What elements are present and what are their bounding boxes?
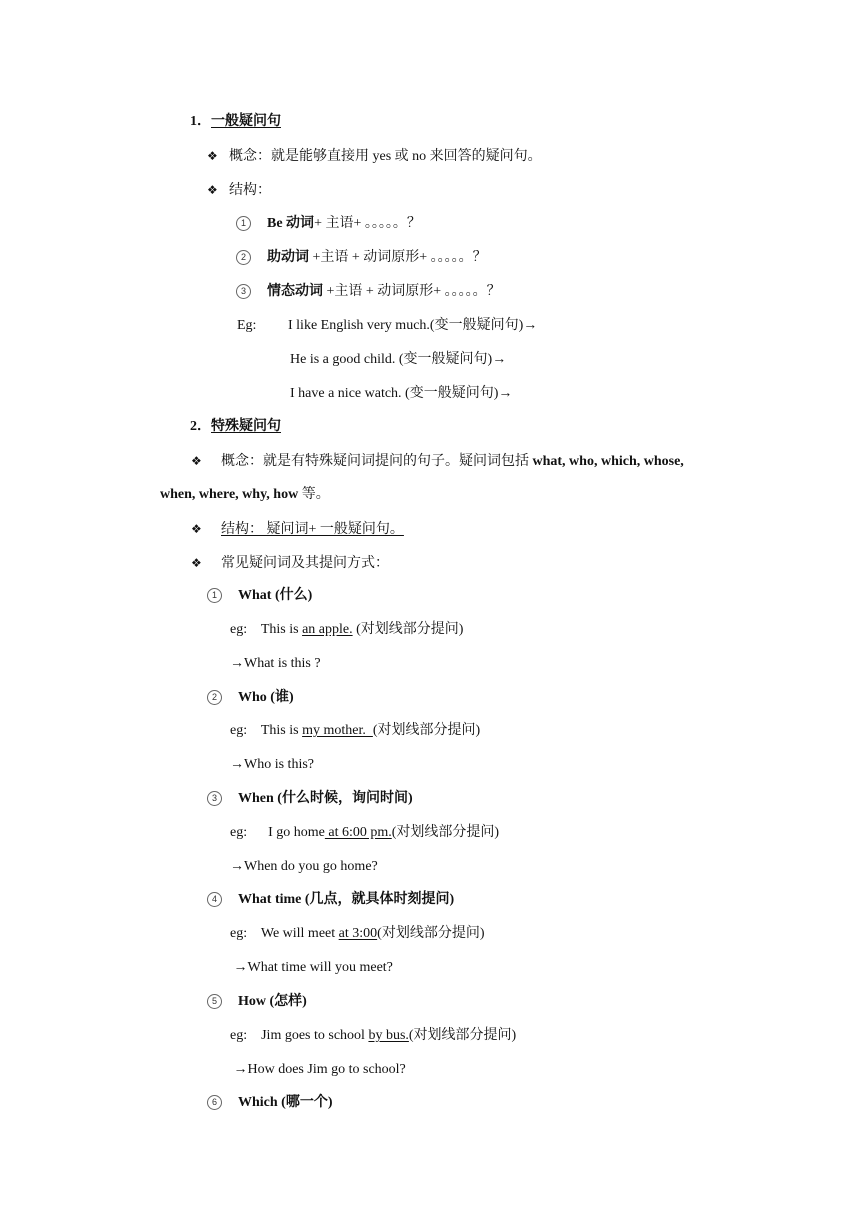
section-1-heading [190, 113, 281, 131]
section-title: 特殊疑问句 [211, 419, 281, 434]
question-word: What time (几点，就具体时刻提问) [238, 892, 455, 907]
question-word: How (怎样) [238, 994, 307, 1009]
structure-item-bold: 助动词 [267, 250, 309, 265]
circled-number-icon: 2 [236, 250, 251, 265]
underlined-part: by bus. [368, 1028, 409, 1043]
example-text: eg: I go home [230, 825, 325, 840]
structure-text: 结构： 疑问词+ 一般疑问句。 [221, 522, 404, 537]
structure-item-rest: +主语 + 动词原形+ 。。。。。？ [323, 284, 501, 299]
question-word-heading [207, 790, 413, 808]
question-word: When (什么时候，询问时间) [238, 791, 413, 806]
structure-label-line [207, 181, 271, 200]
example-instruction: (对划线部分提问) [372, 723, 481, 738]
example-text: eg: This is [230, 723, 303, 738]
question-word-heading [207, 587, 312, 605]
example-sentence: I like English very much.(变一般疑问句)→ [288, 318, 538, 333]
answer-line: →How does Jim go to school? [230, 1062, 406, 1077]
underlined-part: my mother. [302, 723, 373, 738]
question-word: Which (哪一个) [238, 1095, 333, 1110]
concept-text: 概念：就是有特殊疑问词提问的句子。疑问词包括 [221, 454, 533, 469]
diamond-bullet-icon: ❖ [191, 556, 202, 570]
section-number: 2． [190, 419, 211, 434]
structure-item-rest: + 主语+ 。。。。。？ [314, 216, 421, 231]
example-line [230, 1027, 516, 1045]
underlined-part: an apple. [302, 622, 353, 637]
question-word-heading [207, 993, 307, 1011]
concept-text: 等。 [298, 487, 330, 502]
concept-line [191, 452, 684, 471]
structure-line [191, 520, 404, 539]
circled-number-icon: 1 [207, 588, 222, 603]
question-word-heading [207, 891, 454, 909]
example-sentence: I have a nice watch. (变一般疑问句)→ [290, 386, 513, 401]
example-line [237, 317, 256, 335]
underlined-part: at 3:00 [338, 926, 378, 941]
structure-item-bold: 情态动词 [267, 284, 323, 299]
question-word-heading [207, 689, 294, 707]
common-words-text: 常见疑问词及其提问方式： [221, 556, 389, 571]
example-text: eg: This is [230, 622, 303, 637]
circled-number-icon: 1 [236, 216, 251, 231]
example-instruction: (对划线部分提问) [352, 622, 464, 637]
concept-line [207, 147, 542, 166]
structure-item-rest: +主语 + 动词原形+ 。。。。。？ [309, 250, 487, 265]
example-instruction: (对划线部分提问) [391, 825, 500, 840]
section-2-heading [190, 418, 281, 436]
answer-line: →What is this ? [230, 656, 321, 671]
example-instruction: (对划线部分提问) [408, 1028, 517, 1043]
section-number: 1． [190, 114, 211, 129]
example-line [230, 722, 480, 740]
circled-number-icon: 5 [207, 994, 222, 1009]
common-words-line [191, 554, 389, 573]
example-instruction: (对划线部分提问) [377, 926, 485, 941]
structure-item [236, 283, 501, 301]
question-word: Who (谁) [238, 690, 294, 705]
example-line [230, 824, 499, 842]
circled-number-icon: 6 [207, 1095, 222, 1110]
answer-line: →What time will you meet? [230, 960, 393, 975]
question-word: What (什么) [238, 588, 313, 603]
concept-continuation [160, 486, 330, 504]
answer-line: →Who is this? [230, 757, 314, 772]
diamond-bullet-icon: ❖ [191, 522, 202, 536]
concept-keywords: what, who, which, whose, [532, 454, 684, 469]
diamond-bullet-icon: ❖ [191, 454, 202, 468]
structure-item [236, 249, 487, 267]
example-sentence: He is a good child. (变一般疑问句)→ [290, 352, 507, 367]
underlined-part: at 6:00 pm. [324, 825, 392, 840]
circled-number-icon: 3 [236, 284, 251, 299]
example-line [230, 925, 484, 943]
question-word-heading [207, 1094, 333, 1112]
answer-line: →When do you go home? [230, 859, 378, 874]
concept-text: 概念：就是能够直接用 yes 或 no 来回答的疑问句。 [229, 149, 542, 164]
diamond-bullet-icon: ❖ [207, 183, 218, 197]
example-label: Eg: [237, 318, 257, 333]
section-title: 一般疑问句 [211, 114, 281, 129]
structure-label: 结构： [229, 183, 271, 198]
circled-number-icon: 2 [207, 690, 222, 705]
structure-item-bold: Be 动词 [267, 216, 315, 231]
circled-number-icon: 3 [207, 791, 222, 806]
example-text: eg: We will meet [230, 926, 339, 941]
example-text: eg: Jim goes to school [230, 1028, 369, 1043]
diamond-bullet-icon: ❖ [207, 149, 218, 163]
concept-keywords: when, where, why, how [160, 487, 299, 502]
circled-number-icon: 4 [207, 892, 222, 907]
example-line [230, 621, 463, 639]
structure-item [236, 215, 421, 233]
